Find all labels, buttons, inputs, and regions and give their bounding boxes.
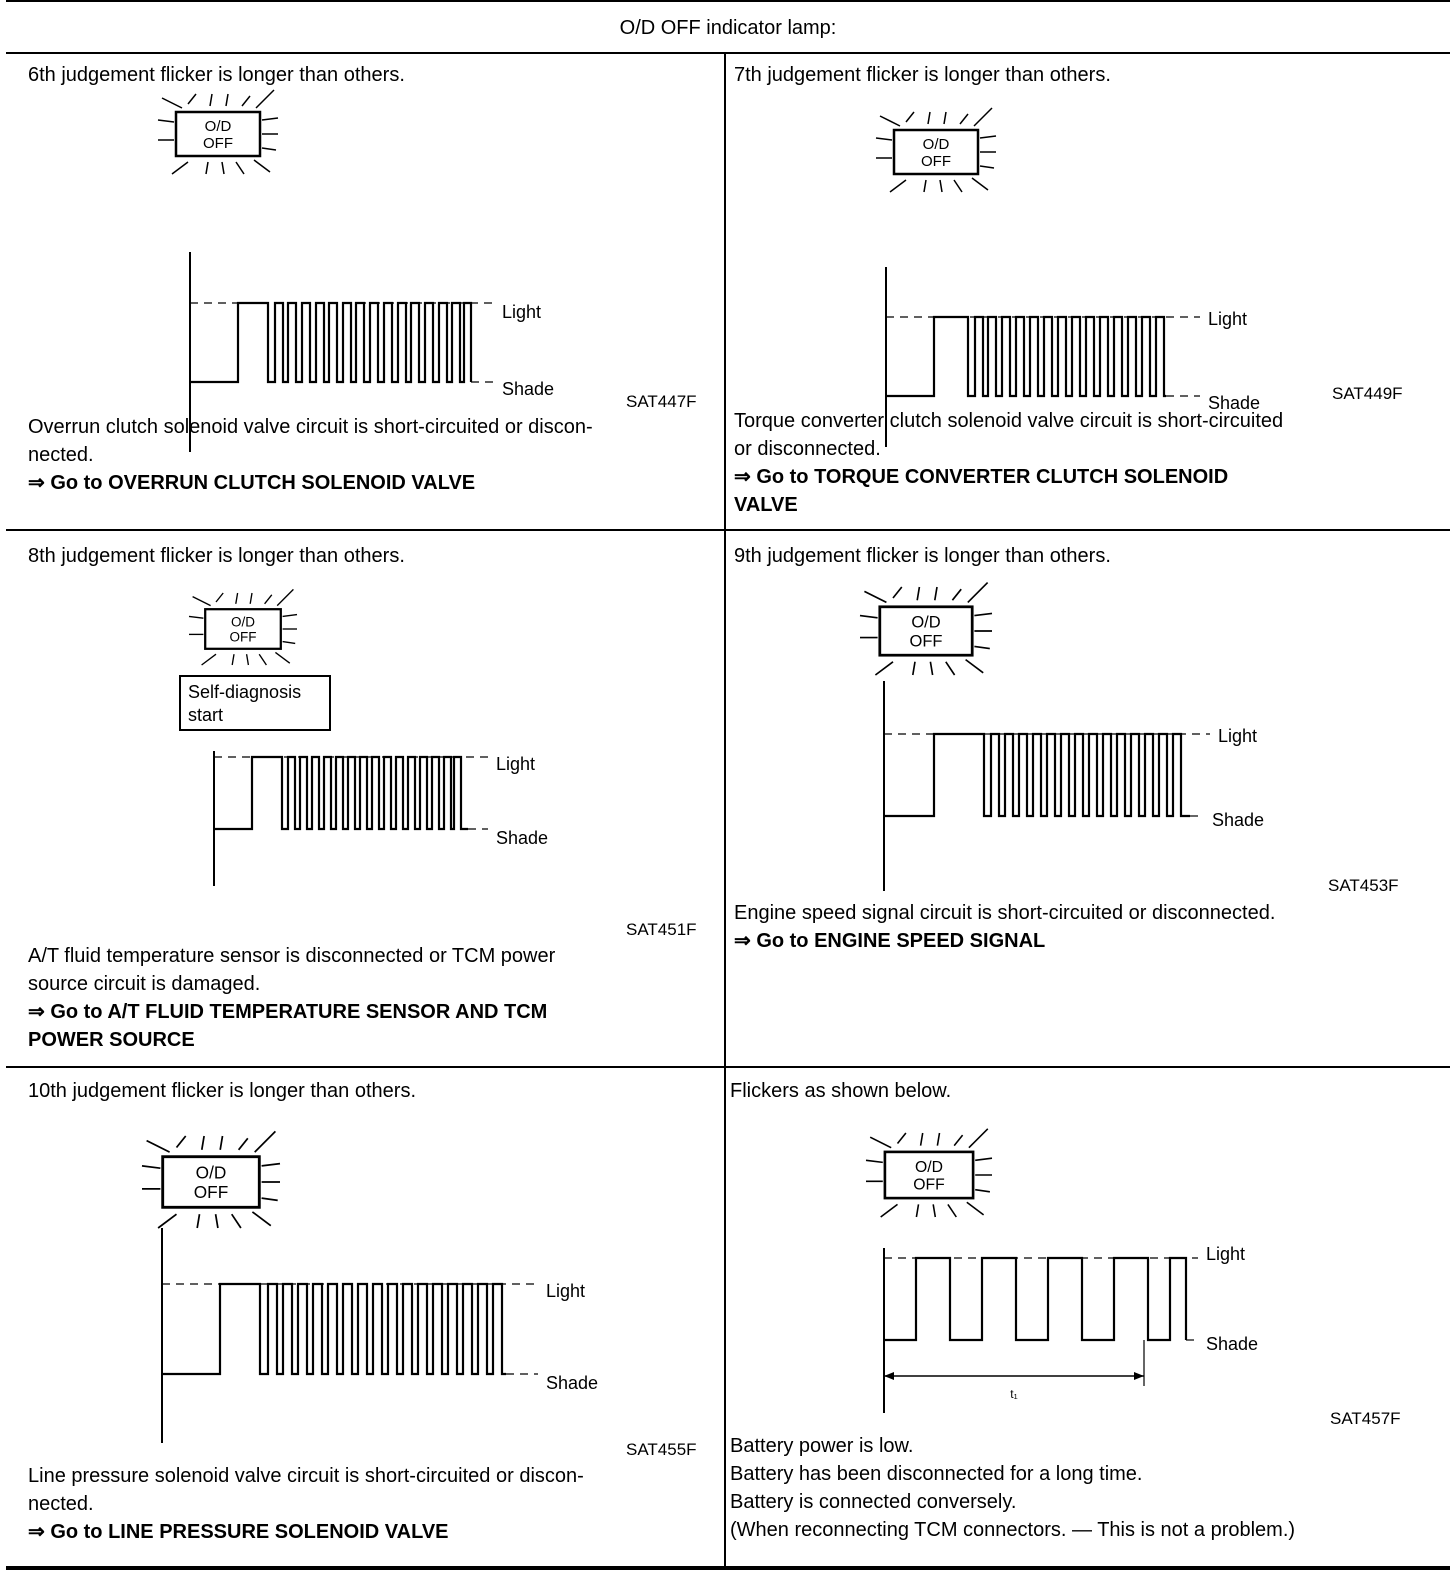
lamp-ray <box>193 597 211 606</box>
lamp-text-od: O/D <box>915 1158 943 1176</box>
description-line: nected. <box>28 444 94 466</box>
cell-title: 9th judgement flicker is longer than others. <box>734 545 1111 567</box>
od-off-lamp-icon <box>158 90 278 174</box>
lamp-ray <box>875 662 893 675</box>
lamp-ray <box>239 1138 248 1150</box>
lamp-ray <box>975 1190 990 1192</box>
lamp-ray <box>259 654 266 665</box>
flicker-diagram-9th <box>726 576 1450 906</box>
shade-label: Shade <box>502 379 555 399</box>
shade-label: Shade <box>496 828 549 848</box>
self-diagnosis-label: Self-diagnosis <box>188 682 302 702</box>
lamp-ray <box>954 1135 962 1146</box>
lamp-ray <box>966 660 984 673</box>
lamp-ray <box>188 94 196 104</box>
page-frame <box>6 0 1450 1572</box>
cell-description <box>734 407 1434 519</box>
flicker-waveform <box>886 317 1166 396</box>
cell-description <box>28 942 718 1054</box>
goto-link[interactable]: VALVE <box>734 494 798 516</box>
lamp-ray <box>262 148 276 150</box>
shade-label: Shade <box>546 1373 599 1393</box>
description-line: Line pressure solenoid valve circuit is short-circuited or discon- <box>28 1465 584 1487</box>
t1-arrow <box>884 1372 894 1380</box>
flicker-waveform <box>190 303 471 382</box>
lamp-ray <box>980 136 996 138</box>
lamp-ray <box>876 138 892 140</box>
bottom-rule <box>6 1566 1450 1570</box>
lamp-ray <box>969 1129 988 1148</box>
lamp-ray <box>256 90 274 108</box>
lamp-ray <box>928 112 930 124</box>
lamp-ray <box>210 94 212 106</box>
lamp-ray <box>933 1204 935 1217</box>
lamp-text-off: OFF <box>229 629 257 645</box>
lamp-ray <box>930 662 932 675</box>
cell-9th <box>726 531 1450 1066</box>
light-label: Light <box>1208 309 1248 329</box>
lamp-ray <box>142 1166 160 1168</box>
lamp-ray <box>921 1133 923 1146</box>
cell-description <box>28 1462 718 1546</box>
flicker-waveform <box>162 1284 506 1374</box>
cell-title: 8th judgement flicker is longer than others. <box>28 545 405 567</box>
figure-code: SAT451F <box>626 920 697 939</box>
cell-title: 7th judgement flicker is longer than others. <box>734 64 1111 86</box>
cell-6th <box>6 52 724 529</box>
description-line: Engine speed signal circuit is short-circuited or disconnected. <box>734 902 1276 924</box>
lamp-ray <box>974 646 989 648</box>
lamp-ray <box>948 1204 956 1217</box>
flicker-diagram-7th <box>726 97 1450 427</box>
description-line: nected. <box>28 1493 94 1515</box>
lamp-ray <box>275 652 289 663</box>
lamp-ray <box>937 1133 939 1146</box>
description-line: Overrun clutch solenoid valve circuit is short-circuited or discon- <box>28 416 593 438</box>
lamp-ray <box>177 1136 186 1148</box>
flicker-diagram-10th <box>6 1108 724 1448</box>
lamp-ray <box>944 112 946 124</box>
lamp-text-od: O/D <box>204 118 232 135</box>
lamp-ray <box>265 595 272 604</box>
cell-title: Flickers as shown below. <box>730 1080 952 1102</box>
lamp-text-od: O/D <box>195 1162 227 1183</box>
lamp-ray <box>935 587 937 600</box>
lamp-ray <box>898 1133 906 1144</box>
cell-8th <box>6 531 724 1066</box>
lamp-ray <box>216 1214 218 1228</box>
lamp-text-od: O/D <box>230 614 256 630</box>
lamp-ray <box>860 616 878 618</box>
figure-code: SAT447F <box>626 392 697 411</box>
lamp-ray <box>880 116 900 126</box>
lamp-ray <box>162 98 182 108</box>
od-off-lamp-icon <box>860 583 992 675</box>
lamp-ray <box>262 1198 278 1200</box>
lamp-ray <box>974 108 992 126</box>
light-label: Light <box>496 754 536 774</box>
lamp-ray <box>189 616 203 618</box>
lamp-ray <box>952 589 961 600</box>
goto-link[interactable]: ⇒ Go to A/T FLUID TEMPERATURE SENSOR AND TCM <box>28 1001 548 1023</box>
lamp-ray <box>262 1164 280 1166</box>
description-line: Battery power is low. <box>730 1435 914 1457</box>
description-line: A/T fluid temperature sensor is disconnected or TCM power <box>28 945 556 967</box>
lamp-ray <box>940 180 942 192</box>
light-label: Light <box>1218 726 1258 746</box>
lamp-ray <box>262 118 278 120</box>
shade-label: Shade <box>1206 1334 1259 1354</box>
lamp-ray <box>917 587 919 600</box>
cell-description <box>28 413 718 497</box>
flicker-waveform <box>884 734 1190 816</box>
lamp-ray <box>172 162 188 174</box>
lamp-ray <box>222 162 224 174</box>
lamp-ray <box>913 662 915 675</box>
lamp-ray <box>975 1158 992 1160</box>
flicker-diagram-8th <box>6 581 724 901</box>
lamp-ray <box>916 1204 918 1217</box>
goto-link[interactable]: ⇒ Go to ENGINE SPEED SIGNAL <box>734 930 1046 952</box>
lamp-ray <box>968 583 988 603</box>
t1-arrow <box>1134 1372 1144 1380</box>
lamp-ray <box>158 120 174 122</box>
lamp-text-off: OFF <box>909 632 943 651</box>
lamp-ray <box>960 114 968 124</box>
lamp-text-od: O/D <box>922 136 950 153</box>
lamp-ray <box>864 591 886 602</box>
flicker-diagram-6th <box>6 97 724 427</box>
cell-10th <box>6 1068 724 1566</box>
cell-flickers <box>726 1068 1450 1566</box>
description-line: (When reconnecting TCM connectors. — This is not a problem.) <box>730 1519 1296 1541</box>
lamp-ray <box>158 1214 176 1228</box>
lamp-ray <box>890 180 906 192</box>
lamp-ray <box>202 1136 204 1150</box>
lamp-ray <box>232 1214 241 1228</box>
lamp-ray <box>283 642 296 644</box>
figure-code: SAT457F <box>1330 1409 1401 1428</box>
cell-title: 10th judgement flicker is longer than others. <box>28 1080 416 1102</box>
goto-link[interactable]: ⇒ Go to TORQUE CONVERTER CLUTCH SOLENOID <box>734 466 1229 488</box>
lamp-ray <box>202 654 216 665</box>
light-label: Light <box>1206 1244 1246 1264</box>
figure-code: SAT449F <box>1332 384 1403 403</box>
lamp-ray <box>206 162 208 174</box>
shade-label: Shade <box>1212 810 1265 830</box>
lamp-ray <box>242 96 250 106</box>
goto-link[interactable]: ⇒ Go to OVERRUN CLUTCH SOLENOID VALVE <box>28 472 476 494</box>
lamp-text-od: O/D <box>911 613 941 632</box>
cell-description <box>734 899 1434 955</box>
cell-title: 6th judgement flicker is longer than others. <box>28 64 405 86</box>
lamp-text-off: OFF <box>913 1176 945 1194</box>
light-label: Light <box>546 1281 586 1301</box>
lamp-ray <box>906 112 914 122</box>
lamp-ray <box>967 1202 984 1215</box>
lamp-ray <box>980 166 994 168</box>
lamp-ray <box>924 180 926 192</box>
lamp-ray <box>870 1137 891 1148</box>
lamp-ray <box>954 180 962 192</box>
lamp-ray <box>147 1141 170 1153</box>
cell-description <box>730 1432 1446 1544</box>
description-line: Battery has been disconnected for a long time. <box>730 1463 1143 1485</box>
self-diagnosis-label: start <box>188 705 224 725</box>
description-line: or disconnected. <box>734 438 881 460</box>
od-off-lamp-icon <box>142 1131 280 1228</box>
flicker-waveform <box>884 1258 1186 1340</box>
figure-code: SAT455F <box>626 1440 697 1459</box>
lamp-ray <box>252 1212 270 1226</box>
od-off-lamp-icon <box>876 108 996 192</box>
shade-label: Shade <box>1208 393 1261 413</box>
lamp-ray <box>232 654 234 665</box>
lamp-ray <box>974 613 992 615</box>
figure-code: SAT453F <box>1328 876 1399 895</box>
lamp-ray <box>197 1214 199 1228</box>
lamp-ray <box>226 94 228 106</box>
lamp-ray <box>946 662 955 675</box>
lamp-text-off: OFF <box>203 135 233 152</box>
lamp-text-off: OFF <box>921 153 951 170</box>
lamp-ray <box>277 589 293 605</box>
lamp-ray <box>247 654 249 665</box>
description-line: source circuit is damaged. <box>28 973 261 995</box>
od-off-lamp-icon <box>866 1129 992 1217</box>
flicker-waveform <box>214 757 468 829</box>
table-header: O/D OFF indicator lamp: <box>6 0 1450 54</box>
description-line: Battery is connected conversely. <box>730 1491 1017 1513</box>
lamp-ray <box>893 587 902 598</box>
description-line: Torque converter clutch solenoid valve circuit is short-circuited <box>734 410 1284 432</box>
flicker-diagram-battery <box>726 1108 1450 1448</box>
lamp-ray <box>216 593 223 602</box>
lamp-ray <box>972 178 988 190</box>
lamp-ray <box>866 1160 883 1162</box>
lamp-ray <box>255 1131 276 1152</box>
lamp-ray <box>254 160 270 172</box>
lamp-ray <box>220 1136 222 1150</box>
lamp-text-off: OFF <box>193 1182 229 1203</box>
cell-7th <box>726 52 1450 529</box>
t1-label: t₁ <box>1010 1387 1018 1401</box>
goto-link[interactable]: ⇒ Go to LINE PRESSURE SOLENOID VALVE <box>28 1521 449 1543</box>
lamp-ray <box>236 162 244 174</box>
lamp-ray <box>236 593 238 604</box>
lamp-ray <box>250 593 252 604</box>
lamp-ray <box>283 615 297 617</box>
lamp-ray <box>881 1204 898 1217</box>
light-label: Light <box>502 302 542 322</box>
goto-link[interactable]: POWER SOURCE <box>28 1029 195 1051</box>
od-off-lamp-icon <box>189 589 297 665</box>
